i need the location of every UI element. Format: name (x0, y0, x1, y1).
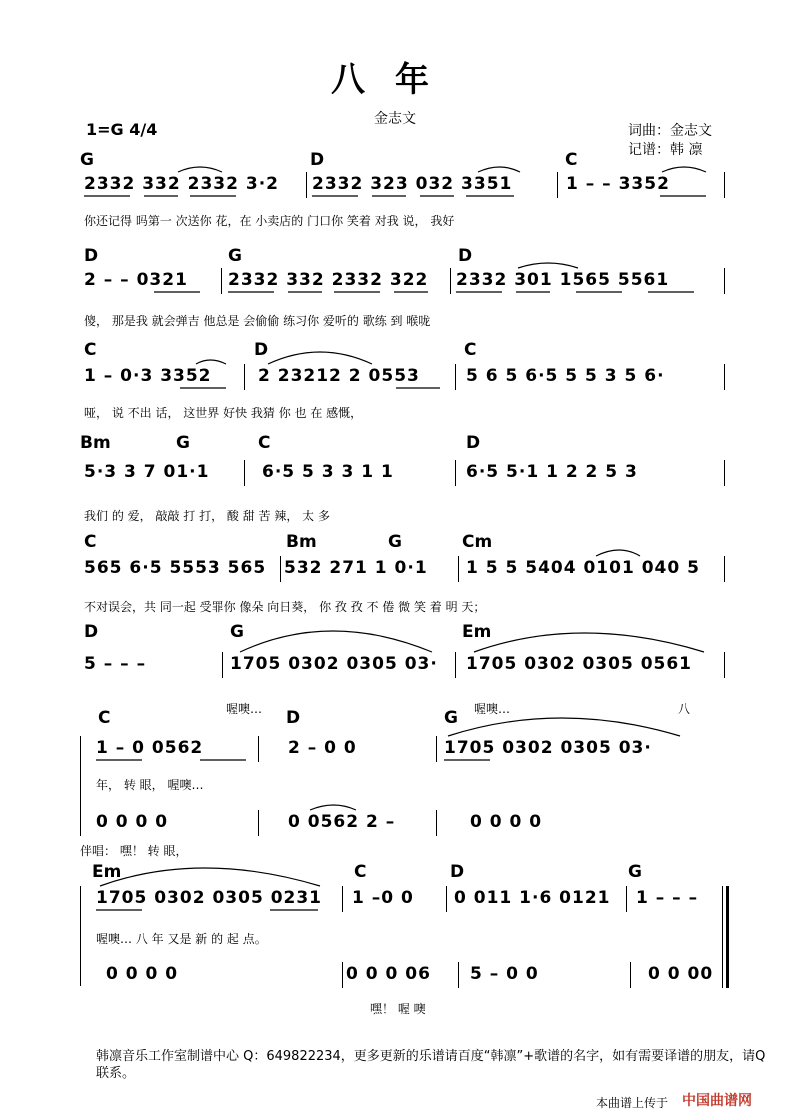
credit-transcriber: 记谱：韩 凛 (628, 142, 703, 158)
chord: G (80, 150, 94, 170)
chord: G (228, 246, 242, 266)
harmony-notes: 0 0 0 0 (470, 812, 543, 832)
footer-note: 韩凛音乐工作室制谱中心 Q：649822234，更多更新的乐谱请百度“韩凛”+歌谱的名字，如有需要译谱的朋友，请Q联系。 (96, 1049, 766, 1081)
harmony-notes: 0 0562 2 – (288, 812, 396, 832)
barline (258, 810, 259, 836)
slur (196, 360, 226, 364)
barline (306, 172, 307, 198)
harmony-notes: 5 – 0 0 (470, 964, 539, 984)
barline (436, 736, 437, 762)
harmony-notes: 0 0 00 (648, 964, 714, 984)
slur (178, 167, 222, 172)
notes: 1 – 0·3 3352 (84, 366, 212, 386)
notes: 1705 0302 0305 03· (230, 654, 438, 674)
lyric-line: 八 (678, 702, 691, 716)
lyric-line: 喔噢… (474, 702, 511, 716)
barline (222, 652, 223, 678)
notes: 1 –0 0 (352, 888, 414, 908)
chord: G (230, 622, 244, 642)
system-bracket (80, 736, 81, 836)
barline (244, 460, 245, 486)
barline (450, 268, 451, 294)
notes: 6·5 5·1 1 2 2 5 3 (466, 462, 638, 482)
notes: 2332 332 2332 3·2 (84, 174, 279, 194)
upload-note: 本曲谱上传于 (596, 1096, 669, 1110)
notes: 1 – 0 0562 (96, 738, 204, 758)
lyric-line: 傻， 那是我 就会弹吉 他总是 会偷偷 练习你 爱听的 歌练 到 喉咙 (84, 314, 431, 328)
chord: D (84, 246, 99, 266)
final-barline (722, 886, 723, 988)
notes: 1 5 5 5404 0101 040 5 (466, 558, 700, 578)
barline (221, 268, 222, 294)
chord: Bm (80, 433, 111, 453)
barline (724, 460, 725, 486)
key-signature: 1=G 4/4 (86, 120, 158, 139)
lyric-line: 伴唱： 嘿！ 转 眼， (80, 844, 188, 858)
lyric-line: 喔噢… 八 年 又是 新 的 起 点。 (96, 932, 267, 946)
chord: Em (462, 622, 492, 642)
slur (596, 550, 640, 556)
notes: 2332 301 1565 5561 (456, 270, 670, 290)
chord: C (354, 862, 367, 882)
chord: C (565, 150, 578, 170)
notes: 2332 332 2332 322 (228, 270, 429, 290)
barline (630, 962, 631, 988)
notes: 1705 0302 0305 0231 (96, 888, 323, 908)
final-barline (726, 886, 729, 988)
chord: D (84, 622, 99, 642)
lyric-line: 喔噢… (226, 702, 263, 716)
chord: C (464, 340, 477, 360)
notes: 5·3 3 7 01·1 (84, 462, 210, 482)
notes: 532 271 1 0·1 (284, 558, 428, 578)
lyric-line: 你还记得 吗第一 次送你 花，在 小卖店的 门口你 笑着 对我 说， 我好 (84, 214, 455, 228)
lyric-line: 哑， 说 不出 话， 这世界 好快 我猜 你 也 在 感慨， (84, 406, 363, 420)
notes: 565 6·5 5553 565 (84, 558, 267, 578)
chord: D (310, 150, 325, 170)
notes: 1 – – 3352 (566, 174, 670, 194)
chord: C (84, 532, 97, 552)
barline (724, 652, 725, 678)
barline (342, 962, 343, 988)
lyric-line: 我们 的 爱， 敲敲 打 打， 酸 甜 苦 辣， 太 多 (84, 509, 330, 523)
slur (310, 805, 356, 810)
barline (724, 364, 725, 390)
chord: G (444, 708, 458, 728)
barline (724, 172, 725, 198)
barline (280, 556, 281, 582)
barline (626, 886, 627, 912)
harmony-notes: 0 0 0 06 (346, 964, 431, 984)
barline (455, 652, 456, 678)
chord: G (176, 433, 190, 453)
barline (455, 460, 456, 486)
barline (724, 268, 725, 294)
barline (258, 736, 259, 762)
slur (662, 167, 706, 172)
barline (724, 556, 725, 582)
notes: 2 23212 2 0553 (258, 366, 420, 386)
composer: 金志文 (374, 111, 416, 127)
chord: Em (92, 862, 122, 882)
chord: D (466, 433, 481, 453)
chord: C (98, 708, 111, 728)
credit-lyrics-music: 词曲：金志文 (628, 123, 712, 139)
barline (244, 364, 245, 390)
notes: 1705 0302 0305 0561 (466, 654, 693, 674)
barline (342, 886, 343, 912)
slur (268, 352, 372, 364)
slur (240, 631, 432, 652)
barline (458, 556, 459, 582)
chord: D (254, 340, 269, 360)
chord: Cm (462, 532, 493, 552)
barline (557, 172, 558, 198)
chord: G (628, 862, 642, 882)
harmony-notes: 0 0 0 0 (96, 812, 169, 832)
barline (458, 962, 459, 988)
lyric-line: 嘿！ 喔 噢 (370, 1002, 426, 1016)
barline (436, 810, 437, 836)
chord: C (84, 340, 97, 360)
notes: 2332 323 032 3351 (312, 174, 513, 194)
slur (448, 718, 680, 736)
notes: 0 011 1·6 0121 (454, 888, 611, 908)
notes: 5 – – – (84, 654, 147, 674)
chord: G (388, 532, 402, 552)
slur (474, 633, 704, 652)
chord: Bm (286, 532, 317, 552)
notes: 2 – 0 0 (288, 738, 357, 758)
chord: D (450, 862, 465, 882)
notes: 6·5 5 3 3 1 1 (262, 462, 394, 482)
notes: 5 6 5 6·5 5 5 3 5 6· (466, 366, 665, 386)
system-bracket (80, 886, 81, 986)
notes: 1 – – – (636, 888, 699, 908)
harmony-notes: 0 0 0 0 (106, 964, 179, 984)
barline (446, 886, 447, 912)
page-title: 八年 (331, 60, 459, 100)
chord: C (258, 433, 271, 453)
lyric-line: 年， 转 眼， 喔噢… (96, 778, 204, 792)
lyric-line: 不对误会，共 同一起 受罪你 像朵 向日葵， 你 孜 孜 不 倦 微 笑 着 明 天； (84, 600, 486, 614)
slur (518, 263, 578, 268)
barline (455, 364, 456, 390)
slur (100, 868, 320, 886)
chord: D (286, 708, 301, 728)
notes: 1705 0302 0305 03· (444, 738, 652, 758)
slur (478, 167, 520, 172)
notes: 2 – – 0321 (84, 270, 188, 290)
chord: D (458, 246, 473, 266)
site-logo: 中国曲谱网 (682, 1093, 752, 1109)
